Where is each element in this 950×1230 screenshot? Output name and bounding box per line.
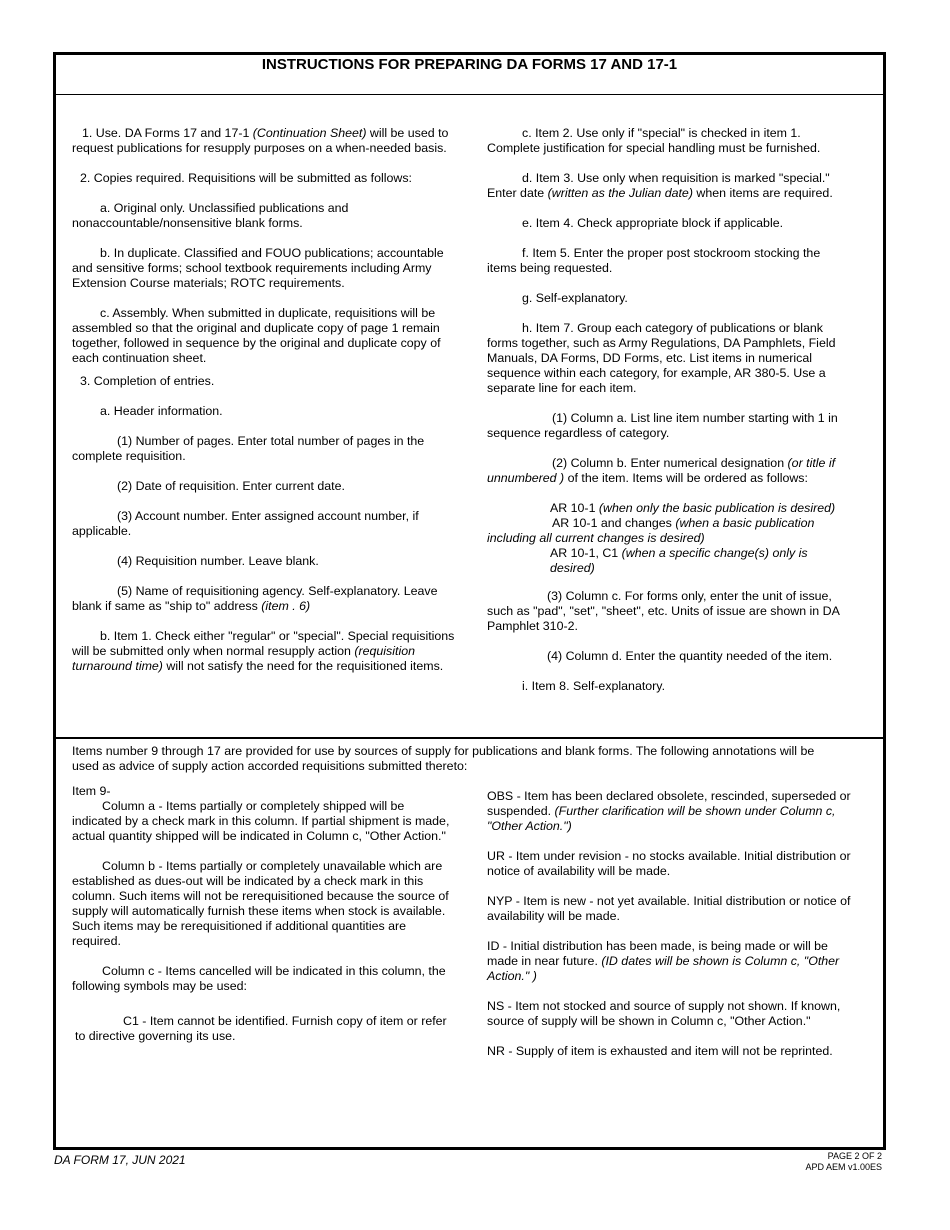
paragraph-header-info: a. Header information. (100, 404, 223, 418)
bottom-intro (72, 744, 832, 774)
paragraph-item-2: c. Item 2. Use only if "special" is checked in item 1. Complete justification for special handling must be furnished. (487, 126, 821, 155)
paragraph-requisitioning-agency: (5) Name of requisitioning agency. Self-explanatory. Leave blank if same as "ship to" address (item . 6) (72, 584, 438, 613)
top-left-column (72, 126, 457, 689)
footer-right (805, 1151, 882, 1173)
paragraph-item-3: d. Item 3. Use only when requisition is marked "special." Enter date (written as the Julian date) when items are required. (487, 171, 833, 200)
paragraph-copies: 2. Copies required. Requisitions will be submitted as follows: (80, 171, 412, 185)
example-changes: AR 10-1 and changes (when a basic publication including all current changes is desired) (487, 516, 815, 545)
paragraph-nyp: NYP - Item is new - not yet available. Initial distribution or notice of availability will be made. (487, 894, 851, 923)
paragraph-ur: UR - Item under revision - no stocks available. Initial distribution or notice of availability will be made. (487, 849, 851, 878)
paragraph-use: 1. Use. DA Forms 17 and 17-1 (Continuation Sheet) will be used to request publications for resupply purposes on a when-needed basis. (72, 126, 449, 155)
paragraph-assembly: c. Assembly. When submitted in duplicate, requisitions will be assembled so that the original and duplicate copy of page 1 remain together, followed in sequence by the original and duplicate copy of each continuation sheet. (72, 306, 441, 365)
paragraph-id: ID - Initial distribution has been made, is being made or will be made in near future. (ID dates will be shown is Column c, "Other Action." ) (487, 939, 840, 983)
page-title: INSTRUCTIONS FOR PREPARING DA FORMS 17 AND 17-1 (261, 56, 678, 73)
paragraph-c1: C1 - Item cannot be identified. Furnish copy of item or refer to directive governing its use. (75, 1014, 447, 1043)
form-identifier: DA FORM 17, JUN 2021 (54, 1153, 186, 1167)
paragraph-item-1: b. Item 1. Check either "regular" or "special". Special requisitions will be submitted only when normal resupply action (requisition turnaround time) will not satisfy the need for the requisitioned items. (72, 629, 455, 673)
paragraph-column-c: (3) Column c. For forms only, enter the unit of issue, such as "pad", "set", "sheet", etc. Units of issue are shown in DA Pamphlet 310-2. (487, 589, 840, 633)
paragraph-column-b-unavailable: Column b - Items partially or completely unavailable which are established as dues-out will be indicated by a check mark in this column. Such items will not be rerequisitioned because the source of supply will automatically furnish these items when stock is available. Such items may be rerequisitioned if additional quantities are required. (72, 859, 449, 948)
paragraph-column-d: (4) Column d. Enter the quantity needed of the item. (547, 649, 833, 663)
paragraph-item-7: h. Item 7. Group each category of publications or blank forms together, such as Army Regulations, DA Pamphlets, Field Manuals, DA Forms, DD Forms, etc. List items in numerical sequence within each category, for example, AR 380-5. Use a separate line for each item. (487, 321, 836, 395)
example-basic: AR 10-1 (when only the basic publication is desired) (550, 501, 836, 515)
item-9-heading: Item 9- (72, 784, 111, 798)
paragraph-ns: NS - Item not stocked and source of supply not shown. If known, source of supply will be shown in Column c, "Other Action." (487, 999, 841, 1028)
paragraph-account-number: (3) Account number. Enter assigned account number, if applicable. (72, 509, 419, 538)
section-divider (56, 737, 883, 739)
paragraph-column-b: (2) Column b. Enter numerical designation (or title if unnumbered ) of the item. Items will be ordered as follows: (487, 456, 836, 485)
paragraph-supply-intro: Items number 9 through 17 are provided for use by sources of supply for publications and blank forms. The following annotations will be used as advice of supply action accorded requisitions submitted thereto: (72, 744, 815, 773)
paragraph-number-of-pages: (1) Number of pages. Enter total number of pages in the complete requisition. (72, 434, 425, 463)
page-number: PAGE 2 OF 2 (827, 1151, 882, 1161)
bottom-right-column (487, 789, 862, 1074)
paragraph-requisition-number: (4) Requisition number. Leave blank. (117, 554, 319, 568)
paragraph-column-c-cancelled: Column c - Items cancelled will be indicated in this column, the following symbols may be used: (72, 964, 446, 993)
top-right-column (487, 126, 849, 709)
paragraph-item-4: e. Item 4. Check appropriate block if applicable. (522, 216, 784, 230)
paragraph-date-of-requisition: (2) Date of requisition. Enter current date. (117, 479, 345, 493)
paragraph-nr: NR - Supply of item is exhausted and item will not be reprinted. (487, 1044, 833, 1058)
paragraph-column-a-shipped: Column a - Items partially or completely shipped will be indicated by a check mark in this column. If partial shipment is made, actual quantity shipped will be indicated in Column c, "Other Action." (72, 799, 450, 843)
paragraph-column-a: (1) Column a. List line item number starting with 1 in sequence regardless of category. (487, 411, 838, 440)
paragraph-completion: 3. Completion of entries. (80, 374, 215, 388)
bottom-left-column (72, 784, 452, 1044)
paragraph-in-duplicate: b. In duplicate. Classified and FOUO publications; accountable and sensitive forms; school textbook requirements including Army Extension Course materials; ROTC requirements. (72, 246, 444, 290)
paragraph-item-8: i. Item 8. Self-explanatory. (522, 679, 666, 693)
paragraph-obs: OBS - Item has been declared obsolete, rescinded, superseded or suspended. (Further clarification will be shown under Column c, "Other Action.") (487, 789, 851, 833)
example-specific-change: AR 10-1, C1 (when a specific change(s) only is desired) (550, 546, 808, 575)
title-divider (56, 94, 883, 95)
paragraph-item-5: f. Item 5. Enter the proper post stockroom stocking the items being requested. (487, 246, 821, 275)
version-label: APD AEM v1.00ES (805, 1162, 882, 1172)
paragraph-item-6: g. Self-explanatory. (522, 291, 628, 305)
paragraph-original-only: a. Original only. Unclassified publications and nonaccountable/nonsensitive blank forms. (72, 201, 349, 230)
